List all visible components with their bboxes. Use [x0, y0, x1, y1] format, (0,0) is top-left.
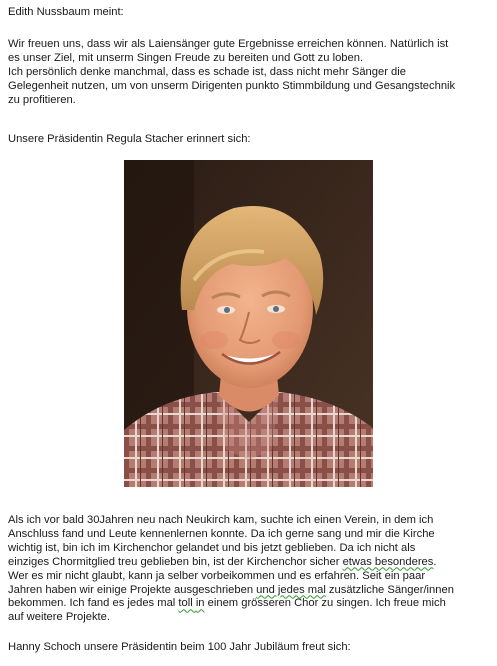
edith-quote-paragraph [8, 38, 492, 108]
text-line [8, 542, 492, 556]
text-segment: Anschluss fand und Leute kennenlernen konnte. Da ich gerne sang und mir die Kirche [8, 527, 435, 540]
text-line [8, 570, 492, 584]
speaker-label: Edith Nussbaum meint: [8, 6, 124, 18]
text-segment: wichtig ist, bin ich im Kirchenchor gelandet und bis jetzt geblieben. Da ich nicht als [8, 541, 416, 554]
president-heading-text: Unsere Präsidentin Regula Stacher erinnert sich: [8, 133, 251, 145]
portrait-photo [124, 160, 373, 487]
text-line: es unser Ziel, mit unserm Singen Freude zu bereiten und Gott zu loben. [8, 51, 364, 64]
portrait-illustration [124, 160, 373, 487]
closing-heading-text: Hanny Schoch unsere Präsidentin beim 100 Jahr Jubiläum freut sich: [8, 641, 351, 653]
text-segment: einziges Chormitglied treu geblieben bin, ist der Kirchenchor sicher [8, 555, 343, 568]
text-segment: Als ich vor bald 30Jahren neu nach Neukirch kam, suchte ich einen Verein, in dem ich [8, 514, 434, 526]
text-line [8, 528, 492, 542]
closing-heading [8, 641, 492, 655]
text-line: Wir freuen uns, dass wir als Laiensänger gute Ergebnisse erreichen können. Natürlich ist [8, 38, 449, 50]
spellcheck-marked-text: etwas besonderes [342, 555, 434, 568]
spellcheck-marked-text: in [195, 597, 205, 610]
text-line: Gelegenheit nutzen, um von unserm Dirigenten punkto Stimmbildung und Gesangstechnik [8, 79, 456, 92]
text-line [8, 514, 492, 528]
text-segment: zusätzliche Sänger/innen [325, 583, 454, 596]
speaker-heading-edith [8, 6, 492, 20]
text-line [8, 556, 492, 570]
text-segment: einem grösseren Chor zu singen. Ich freue mich [204, 597, 446, 610]
text-segment: bekommen. Ich fand es jedes mal [8, 597, 179, 610]
text-line: Ich persönlich denke manchmal, dass es schade ist, dass nicht mehr Sänger die [8, 65, 406, 78]
text-line: zu profitieren. [8, 93, 76, 106]
text-segment: Wer es mir nicht glaubt, kann ja selber vorbeikommen und es erfahren. Seit ein paar [8, 569, 426, 582]
spellcheck-marked-text: toll [178, 597, 196, 610]
president-heading [8, 133, 492, 147]
text-segment: auf weitere Projekte. [8, 611, 110, 624]
text-segment: . [433, 555, 437, 568]
president-story-paragraph [8, 514, 492, 625]
text-line [8, 584, 492, 598]
spellcheck-marked-text: und jedes mal [256, 583, 326, 596]
text-segment: Jahren haben wir einige Projekte ausgeschrieben [8, 583, 257, 596]
text-line [8, 597, 492, 611]
text-line [8, 611, 492, 625]
